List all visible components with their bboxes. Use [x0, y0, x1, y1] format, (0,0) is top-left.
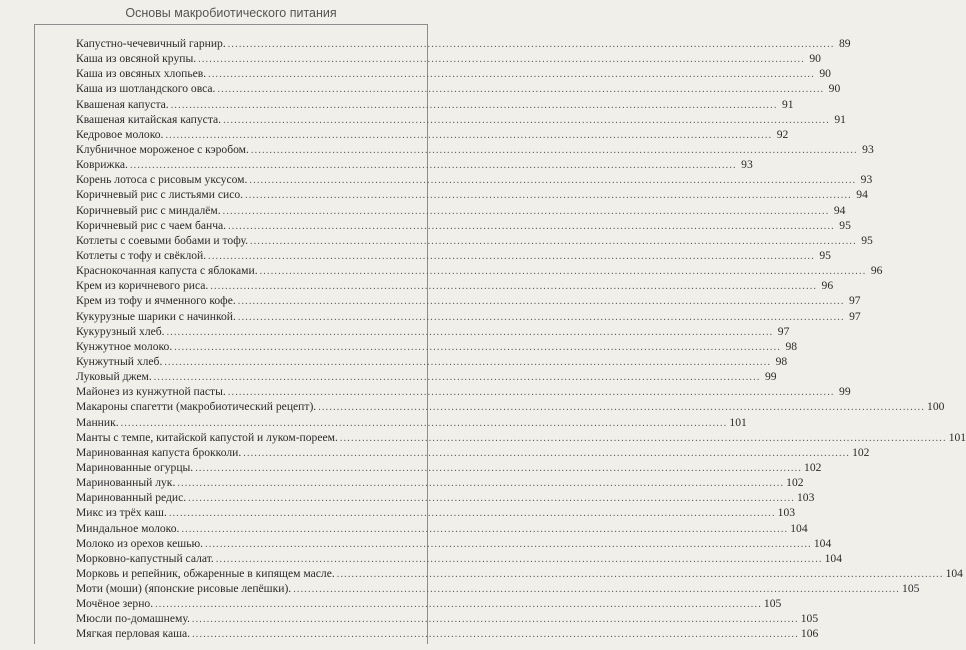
toc-entry-title: Квашеная капуста.	[76, 97, 169, 111]
toc-entry	[76, 278, 834, 293]
toc-dot-leader	[164, 355, 771, 370]
toc-entry-title: Морковно-капустный салат.	[76, 551, 214, 565]
toc-entry-page: 93	[862, 142, 874, 156]
toc-entry-title: Макароны спагетти (макробиотический рецепт).	[76, 400, 317, 414]
toc-entry	[76, 475, 804, 490]
toc-entry-title: Каша из овсяной крупы.	[76, 52, 197, 66]
toc-entry	[76, 263, 883, 278]
toc-entry-page: 105	[763, 597, 782, 611]
toc-entry-title: Маринованный лук.	[76, 476, 176, 490]
toc-entry	[76, 611, 819, 626]
toc-entry	[76, 626, 819, 641]
toc-entry-page: 103	[777, 506, 796, 520]
toc-dot-leader	[337, 567, 944, 582]
toc-entry-title: Мюсли по-домашнему.	[76, 612, 190, 626]
toc-entry-page: 95	[819, 248, 831, 262]
toc-dot-leader	[223, 113, 830, 128]
toc-dot-leader	[169, 506, 776, 521]
toc-entry	[76, 142, 874, 157]
toc-entry-title: Маринованная капуста брокколи.	[76, 445, 242, 459]
toc-entry-page: 94	[856, 188, 868, 202]
toc-entry	[76, 460, 822, 475]
toc-entry-title: Моти (моши) (японские рисовые лепёшки).	[76, 582, 292, 596]
toc-entry	[76, 354, 788, 369]
toc-entry	[76, 309, 861, 324]
toc-entry-page: 100	[927, 400, 945, 414]
toc-entry-title: Коричневый рис с листьями сисо.	[76, 188, 244, 202]
toc-entry-page: 102	[804, 460, 822, 474]
toc-entry-title: Капустно-чечевичный гарнир.	[76, 37, 226, 50]
toc-dot-leader	[243, 446, 850, 461]
toc-entry	[76, 581, 920, 596]
toc-dot-leader	[293, 582, 900, 597]
toc-dot-leader	[174, 340, 781, 355]
page-header-title: Основы макробиотического питания	[125, 6, 337, 20]
toc-entry-page: 104	[824, 551, 843, 565]
toc-entry	[76, 66, 831, 81]
toc-entry-page: 103	[796, 491, 815, 505]
toc-entry	[76, 430, 966, 445]
toc-entry	[76, 505, 796, 520]
toc-entry-page: 97	[848, 294, 861, 308]
toc-entry	[76, 218, 851, 233]
toc-dot-leader	[154, 370, 761, 385]
toc-entry-title: Манты с темпе, китайской капустой и луком-пореем.	[76, 430, 338, 444]
toc-dot-leader	[223, 204, 830, 219]
toc-entry	[76, 384, 851, 399]
toc-dot-leader	[238, 310, 845, 325]
toc-entry-page: 99	[764, 370, 777, 384]
toc-dot-leader	[340, 431, 947, 446]
toc-dot-leader	[228, 219, 835, 234]
toc-dot-leader	[208, 67, 815, 82]
toc-entry-title: Котлеты с соевыми бобами и тофу.	[76, 233, 248, 247]
toc-dot-leader	[181, 522, 788, 537]
toc-entry-title: Мочёное зерно.	[76, 597, 154, 611]
toc-entry-title: Кукурузные шарики с начинкой.	[76, 309, 236, 323]
toc-entry-title: Квашеная китайская капуста.	[76, 112, 222, 126]
toc-entry-page: 90	[819, 67, 831, 81]
toc-entry	[76, 233, 873, 248]
toc-entry-page: 91	[781, 97, 794, 111]
toc-entry-page: 104	[790, 521, 808, 535]
toc-entry-page: 101	[729, 415, 747, 429]
toc-entry-page: 105	[902, 582, 920, 596]
toc-entry-title: Клубничное мороженое с кэробом.	[76, 142, 249, 156]
toc-entry	[76, 81, 841, 96]
toc-entry-title: Маринованный редис.	[76, 491, 187, 505]
toc-dot-leader	[188, 491, 795, 506]
toc-dot-leader	[228, 385, 835, 400]
toc-dot-leader	[195, 461, 802, 476]
toc-entry-page: 102	[786, 476, 804, 490]
toc-dot-leader	[217, 82, 824, 97]
toc-entry	[76, 339, 798, 354]
toc-entry-title: Кунжутное молоко.	[76, 339, 173, 353]
toc-entry-title: Молоко из орехов кешью.	[76, 536, 204, 550]
toc-dot-leader	[318, 400, 925, 415]
toc-entry-page: 90	[809, 52, 821, 66]
left-margin-rule	[34, 24, 35, 644]
toc-entry	[76, 490, 815, 505]
toc-entry	[76, 596, 782, 611]
toc-entry-title: Коричневый рис с чаем банча.	[76, 218, 227, 232]
toc-dot-leader	[249, 173, 856, 188]
toc-entry-title: Корень лотоса с рисовым уксусом.	[76, 173, 248, 187]
toc-entry	[76, 51, 821, 66]
toc-dot-leader	[260, 264, 867, 279]
toc-entry-title: Маринованные огурцы.	[76, 460, 194, 474]
toc-entry-page: 90	[828, 82, 841, 96]
toc-dot-leader	[198, 52, 805, 67]
toc-entry	[76, 293, 861, 308]
toc-entry	[76, 415, 747, 430]
toc-entry-title: Коричневый рис с миндалём.	[76, 203, 221, 217]
toc-entry-title: Крем из коричневого риса.	[76, 279, 209, 293]
toc-dot-leader	[210, 279, 817, 294]
toc-dot-leader	[165, 128, 772, 143]
toc-entry-title: Котлеты с тофу и свёклой.	[76, 248, 207, 262]
toc-entry-page: 101	[948, 430, 966, 444]
toc-entry-page: 98	[785, 339, 798, 353]
toc-dot-leader	[177, 476, 784, 491]
toc-dot-leader	[238, 294, 845, 309]
toc-dot-leader	[155, 597, 762, 612]
toc-entry-page: 105	[800, 612, 819, 626]
toc-entry-page: 91	[834, 112, 846, 126]
table-of-contents	[76, 36, 966, 642]
toc-entry	[76, 112, 846, 127]
toc-entry-page: 104	[945, 566, 963, 580]
toc-dot-leader	[216, 552, 823, 567]
toc-dot-leader	[250, 234, 857, 249]
toc-entry-page: 93	[741, 158, 753, 172]
toc-entry-title: Краснокочанная капуста с яблоками.	[76, 264, 258, 278]
toc-dot-leader	[208, 249, 815, 264]
toc-entry	[76, 399, 945, 414]
toc-entry-page: 104	[813, 536, 832, 550]
toc-dot-leader	[130, 158, 737, 173]
toc-entry-page: 99	[839, 385, 851, 399]
toc-entry-title: Морковь и репейник, обжаренные в кипящем масле.	[76, 566, 335, 580]
toc-entry-page: 102	[852, 445, 870, 459]
toc-dot-leader	[167, 325, 774, 340]
toc-entry-page: 97	[777, 324, 790, 338]
header-rule	[34, 24, 428, 25]
toc-dot-leader	[251, 143, 858, 158]
toc-entry	[76, 536, 832, 551]
toc-entry-title: Коврижка.	[76, 158, 128, 172]
toc-dot-leader	[121, 416, 728, 431]
toc-entry-page: 95	[861, 233, 873, 247]
toc-entry-page: 89	[838, 37, 851, 50]
toc-entry	[76, 248, 831, 263]
toc-entry-page: 96	[870, 264, 883, 278]
toc-entry-title: Каша из овсяных хлопьев.	[76, 67, 207, 81]
toc-entry	[76, 203, 846, 218]
toc-entry	[76, 324, 790, 339]
toc-entry-title: Майонез из кунжутной пасты.	[76, 385, 226, 399]
toc-entry-title: Каша из шотландского овса.	[76, 82, 216, 96]
toc-dot-leader	[228, 37, 835, 52]
toc-entry-title: Манник.	[76, 415, 119, 429]
toc-entry	[76, 172, 873, 187]
toc-entry-page: 97	[849, 309, 861, 323]
toc-entry-page: 94	[833, 203, 846, 217]
toc-entry	[76, 566, 963, 581]
toc-entry-page: 95	[839, 218, 851, 232]
toc-dot-leader	[192, 627, 799, 642]
toc-entry	[76, 157, 753, 172]
toc-entry	[76, 187, 868, 202]
toc-entry-title: Миндальное молоко.	[76, 521, 180, 535]
toc-dot-leader	[192, 612, 799, 627]
toc-entry-page: 106	[800, 627, 819, 641]
toc-entry	[76, 97, 794, 112]
toc-entry	[76, 445, 870, 460]
toc-entry	[76, 127, 789, 142]
toc-entry-title: Кукурузный хлеб.	[76, 324, 165, 338]
toc-entry-title: Кедровое молоко.	[76, 127, 164, 141]
toc-dot-leader	[245, 188, 852, 203]
toc-entry	[76, 521, 808, 536]
toc-entry-page: 96	[821, 279, 834, 293]
toc-entry-title: Крем из тофу и ячменного кофе.	[76, 294, 236, 308]
toc-entry-title: Кунжутный хлеб.	[76, 354, 163, 368]
toc-entry-page: 92	[776, 127, 789, 141]
toc-entry-page: 98	[775, 354, 788, 368]
toc-dot-leader	[171, 98, 778, 113]
toc-entry	[76, 369, 777, 384]
toc-dot-leader	[205, 537, 812, 552]
toc-entry-title: Луковый джем.	[76, 370, 152, 384]
toc-entry-title: Мягкая перловая каша.	[76, 627, 191, 641]
toc-entry	[76, 551, 843, 566]
toc-entry	[76, 36, 851, 51]
toc-entry-page: 93	[860, 173, 873, 187]
toc-entry-title: Микс из трёх каш.	[76, 506, 167, 520]
